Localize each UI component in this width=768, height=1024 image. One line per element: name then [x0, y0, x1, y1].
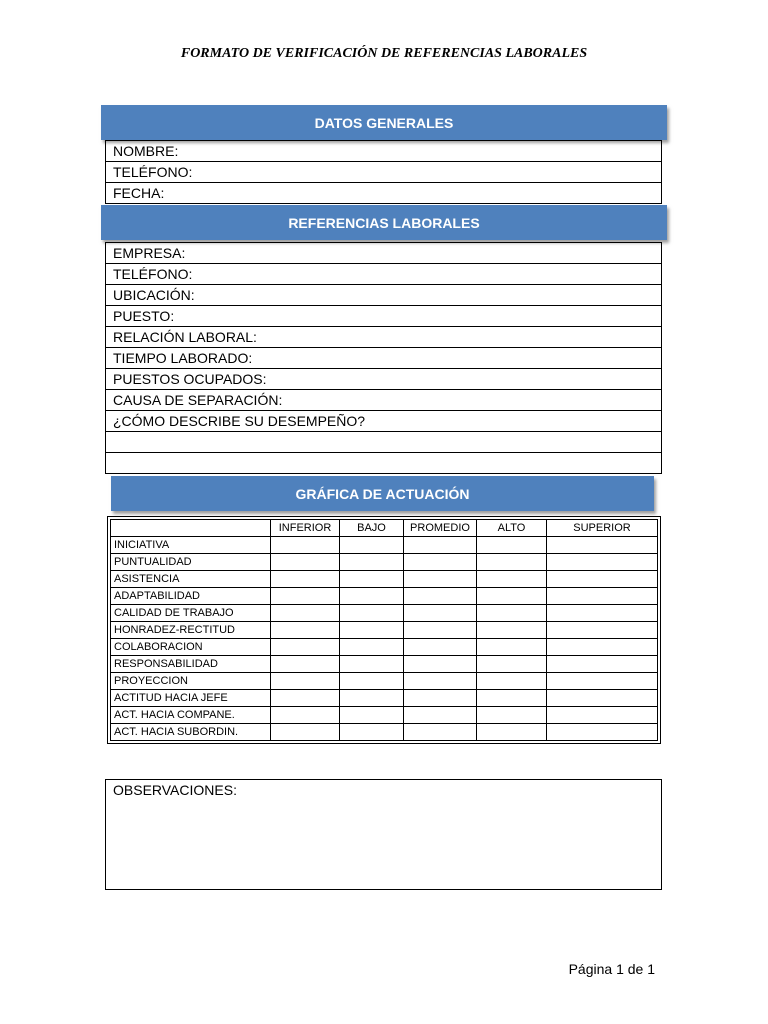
- rating-cell[interactable]: [547, 656, 658, 673]
- rating-cell[interactable]: [404, 656, 477, 673]
- rating-cell[interactable]: [547, 673, 658, 690]
- rating-cell[interactable]: [477, 554, 547, 571]
- page-number: Página 1 de 1: [568, 961, 655, 977]
- grid-row-label: ADAPTABILIDAD: [111, 588, 271, 605]
- rating-cell[interactable]: [477, 622, 547, 639]
- rating-cell[interactable]: [477, 656, 547, 673]
- document-title: FORMATO DE VERIFICACIÓN DE REFERENCIAS LABORALES: [180, 46, 588, 61]
- rating-cell[interactable]: [340, 554, 404, 571]
- field-fecha[interactable]: FECHA:: [106, 183, 662, 204]
- datos-generales-table: [105, 140, 662, 204]
- rating-cell[interactable]: [477, 673, 547, 690]
- grid-row: [111, 605, 658, 622]
- rating-cell[interactable]: [340, 605, 404, 622]
- rating-cell[interactable]: [477, 588, 547, 605]
- rating-cell[interactable]: [340, 690, 404, 707]
- rating-cell[interactable]: [404, 673, 477, 690]
- rating-cell[interactable]: [271, 656, 340, 673]
- grid-column-header: PROMEDIO: [404, 520, 477, 537]
- grid-row: [111, 707, 658, 724]
- rating-cell[interactable]: [340, 724, 404, 741]
- rating-cell[interactable]: [477, 571, 547, 588]
- grid-row: [111, 537, 658, 554]
- rating-cell[interactable]: [547, 605, 658, 622]
- rating-cell[interactable]: [340, 656, 404, 673]
- desempeno-answer-line-1[interactable]: [106, 432, 662, 453]
- field-nombre[interactable]: NOMBRE:: [106, 141, 662, 162]
- grid-column-header: ALTO: [477, 520, 547, 537]
- rating-cell[interactable]: [340, 571, 404, 588]
- grid-row: [111, 690, 658, 707]
- rating-cell[interactable]: [271, 690, 340, 707]
- field-telefono[interactable]: TELÉFONO:: [106, 162, 662, 183]
- rating-cell[interactable]: [404, 605, 477, 622]
- grid-row: [111, 571, 658, 588]
- grid-row: [111, 588, 658, 605]
- observaciones-box[interactable]: [105, 779, 662, 890]
- grid-row-label: ACTITUD HACIA JEFE: [111, 690, 271, 707]
- rating-cell[interactable]: [271, 707, 340, 724]
- grid-row: [111, 554, 658, 571]
- rating-cell[interactable]: [271, 537, 340, 554]
- rating-cell[interactable]: [404, 554, 477, 571]
- rating-cell[interactable]: [271, 605, 340, 622]
- rating-cell[interactable]: [404, 724, 477, 741]
- rating-cell[interactable]: [547, 588, 658, 605]
- rating-cell[interactable]: [477, 690, 547, 707]
- section-header-datos-generales: DATOS GENERALES: [101, 105, 667, 140]
- grid-row: [111, 724, 658, 741]
- grid-row-label: ACT. HACIA SUBORDIN.: [111, 724, 271, 741]
- rating-cell[interactable]: [477, 724, 547, 741]
- rating-cell[interactable]: [547, 622, 658, 639]
- rating-cell[interactable]: [547, 571, 658, 588]
- rating-cell[interactable]: [547, 724, 658, 741]
- field-tiempo-laborado[interactable]: TIEMPO LABORADO:: [106, 348, 662, 369]
- rating-cell[interactable]: [477, 605, 547, 622]
- field-ubicacion[interactable]: UBICACIÓN:: [106, 285, 662, 306]
- rating-cell[interactable]: [477, 707, 547, 724]
- rating-cell[interactable]: [547, 537, 658, 554]
- grid-row-label: COLABORACION: [111, 639, 271, 656]
- rating-cell[interactable]: [404, 639, 477, 656]
- rating-cell[interactable]: [271, 724, 340, 741]
- grid-row: [111, 673, 658, 690]
- observaciones-label: OBSERVACIONES:: [113, 782, 237, 798]
- rating-cell[interactable]: [340, 537, 404, 554]
- grid-row-label: INICIATIVA: [111, 537, 271, 554]
- rating-cell[interactable]: [547, 707, 658, 724]
- field-puestos-ocupados[interactable]: PUESTOS OCUPADOS:: [106, 369, 662, 390]
- rating-cell[interactable]: [271, 639, 340, 656]
- referencias-table: [105, 242, 662, 474]
- rating-cell[interactable]: [340, 622, 404, 639]
- rating-cell[interactable]: [271, 673, 340, 690]
- field-ref-telefono[interactable]: TELÉFONO:: [106, 264, 662, 285]
- grafica-actuacion-frame: [107, 516, 661, 744]
- rating-cell[interactable]: [271, 554, 340, 571]
- grid-row-label: ASISTENCIA: [111, 571, 271, 588]
- rating-cell[interactable]: [271, 588, 340, 605]
- grid-row-label: CALIDAD DE TRABAJO: [111, 605, 271, 622]
- grid-column-header: INFERIOR: [271, 520, 340, 537]
- grid-row-label: HONRADEZ-RECTITUD: [111, 622, 271, 639]
- grid-row-label: PUNTUALIDAD: [111, 554, 271, 571]
- grid-row-label: ACT. HACIA COMPANE.: [111, 707, 271, 724]
- rating-cell[interactable]: [271, 571, 340, 588]
- rating-cell[interactable]: [404, 622, 477, 639]
- rating-cell[interactable]: [340, 639, 404, 656]
- rating-cell[interactable]: [404, 571, 477, 588]
- rating-cell[interactable]: [340, 707, 404, 724]
- field-empresa[interactable]: EMPRESA:: [106, 243, 662, 264]
- rating-cell[interactable]: [271, 622, 340, 639]
- grid-column-header: SUPERIOR: [547, 520, 658, 537]
- grid-column-header: BAJO: [340, 520, 404, 537]
- grid-row: [111, 622, 658, 639]
- field-causa-separacion[interactable]: CAUSA DE SEPARACIÓN:: [106, 390, 662, 411]
- grid-corner-cell: [111, 520, 271, 537]
- rating-cell[interactable]: [477, 537, 547, 554]
- field-puesto[interactable]: PUESTO:: [106, 306, 662, 327]
- rating-cell[interactable]: [547, 690, 658, 707]
- section-header-referencias-laborales: REFERENCIAS LABORALES: [101, 205, 667, 240]
- field-desempeno[interactable]: ¿CÓMO DESCRIBE SU DESEMPEÑO?: [106, 411, 662, 432]
- desempeno-answer-line-2[interactable]: [106, 453, 662, 474]
- rating-cell[interactable]: [404, 537, 477, 554]
- rating-cell[interactable]: [404, 690, 477, 707]
- grid-row: [111, 656, 658, 673]
- rating-cell[interactable]: [404, 588, 477, 605]
- rating-cell[interactable]: [547, 639, 658, 656]
- field-relacion-laboral[interactable]: RELACIÓN LABORAL:: [106, 327, 662, 348]
- rating-cell[interactable]: [547, 554, 658, 571]
- rating-cell[interactable]: [340, 673, 404, 690]
- rating-cell[interactable]: [340, 588, 404, 605]
- grid-row: [111, 639, 658, 656]
- section-header-grafica-actuacion: GRÁFICA DE ACTUACIÓN: [111, 476, 654, 511]
- rating-cell[interactable]: [477, 639, 547, 656]
- grid-row-label: PROYECCION: [111, 673, 271, 690]
- grafica-actuacion-table: [110, 519, 658, 741]
- grid-row-label: RESPONSABILIDAD: [111, 656, 271, 673]
- rating-cell[interactable]: [404, 707, 477, 724]
